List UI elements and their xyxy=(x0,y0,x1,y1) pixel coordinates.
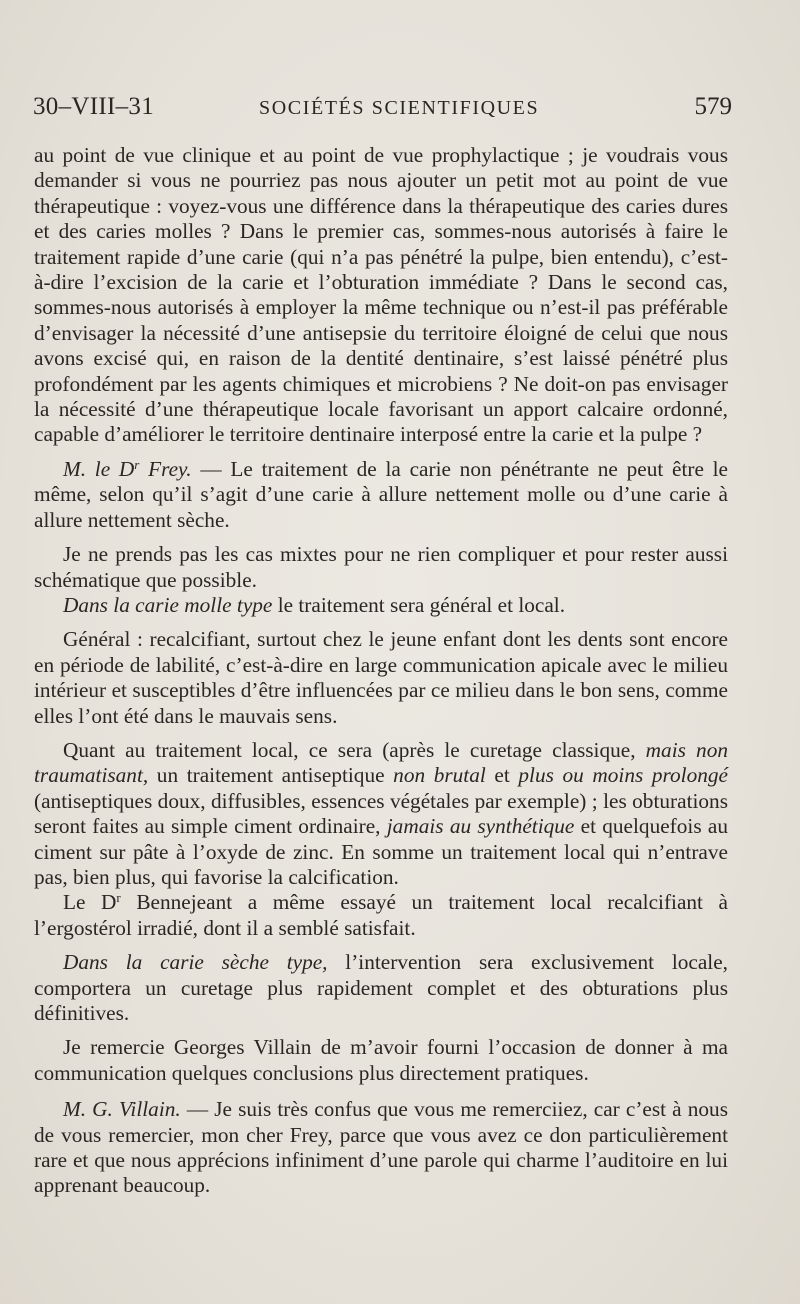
paragraph-question xyxy=(34,143,728,448)
page-number: 579 xyxy=(694,93,732,120)
header-date: 30–VIII–31 xyxy=(33,93,155,120)
text-run: le traitement sera général et local. xyxy=(272,592,566,617)
text-run: M. le D xyxy=(63,456,135,481)
running-header xyxy=(33,93,732,133)
text-run: Je remercie Georges Villain de m’avoir fourni l’occasion de donner à ma communication quelques conclusions plus directement pratiques. xyxy=(34,1035,728,1085)
text-run: et quelquefois au ciment sur pâte à l’oxyde de zinc. En somme un traitement local qui n’entrave pas, bien plus, qui favorise la calcification. xyxy=(34,814,728,889)
text-run: — Je suis très confus que vous me remerciiez, car c’est à nous de vous remercier, mon cher Frey, parce que vous avez ce don particulièrement rare et que nous apprécions infiniment d’une parole qui charme l’auditoire en lui apprenant beaucoup. xyxy=(34,1097,728,1198)
text-run: Le D xyxy=(63,890,117,915)
text-run: Dans la carie molle type xyxy=(63,592,273,617)
text-run: un traitement antiseptique xyxy=(148,763,394,788)
text-run: r xyxy=(116,890,121,906)
text-run: l’intervention sera exclusivement locale, comportera un curetage plus rapidement complet et des obturations plus définitives. xyxy=(34,950,728,1025)
paragraph-local-treatment xyxy=(34,738,728,890)
text-run: Bennejeant a même essayé un traitement local recalcifiant à l’ergostérol irradié, dont il a semblé satisfait. xyxy=(34,890,729,940)
text-run: — Le traitement de la carie non pénétrante ne peut être le même, selon qu’il s’agit d’une carie à allure nettement molle ou d’une carie à allure nettement sèche. xyxy=(34,456,728,532)
text-run: et xyxy=(485,763,519,788)
text-run: non brutal xyxy=(393,763,486,788)
header-section-title: SOCIÉTÉS SCIENTIFIQUES xyxy=(259,97,540,119)
text-run: r xyxy=(134,456,140,472)
text-run: Frey. xyxy=(139,456,192,481)
paragraph-villain-reply xyxy=(34,1097,728,1199)
paragraph-mixed-cases xyxy=(34,542,728,593)
paragraph-bennejeant xyxy=(34,890,728,941)
paragraph-dry-caries xyxy=(34,950,728,1026)
text-run: Je ne prends pas les cas mixtes pour ne rien compliquer et pour rester aussi schématique que possible. xyxy=(34,542,728,592)
paragraph-soft-caries xyxy=(34,593,728,618)
text-run: mais non traumatisant, xyxy=(34,737,728,788)
text-run: jamais au synthétique xyxy=(386,814,575,839)
text-run: Quant au traitement local, ce sera (après le curetage classique, xyxy=(63,737,646,762)
paragraph-frey-reply xyxy=(34,457,728,533)
text-run: au point de vue clinique et au point de vue prophylactique ; je voudrais vous demander si vous ne pourriez pas nous ajouter un petit mot au point de vue thérapeutique : voyez-vous une différence dans la thérapeutique des caries dures et des caries molles ? Dans le premier cas, sommes-nous autorisés à faire le traitement rapide d’une carie (qui n’a pas pénétré la pulpe, bien entendu), c’est-à-dire l’excision de la carie et l’obturation immédiate ? Dans le second cas, sommes-nous autorisés à employer la même technique ou n’est-il pas préférable d’envisager la nécessité d’une antisepsie du territoire éloigné de celui que nous avons excisé qui, en raison de la dentité dentinaire, s’est laissé pénétré plus profondément par les agents chimiques et microbiens ? Ne doit-on pas envisager la nécessité d’une thérapeutique locale favorisant un apport calcaire ordonné, capable d’améliorer le territoire dentinaire interposé entre la carie et la pulpe ? xyxy=(34,143,728,447)
paragraph-general-treatment xyxy=(34,627,728,729)
body-text xyxy=(34,143,728,1199)
text-run: Général : recalcifiant, surtout chez le jeune enfant dont les dents sont encore en période de labilité, c’est-à-dire en large communication apicale avec le milieu intérieur et susceptibles d’être influencées par ce milieu dans le bon sens, comme elles l’ont été dans le mauvais sens. xyxy=(34,627,728,728)
paragraph-thanks xyxy=(34,1035,728,1086)
text-run: (antiseptiques doux, diffusibles, essences végétales par exemple) ; les obturations seront faites au simple ciment ordinaire, xyxy=(34,788,728,839)
text-run: M. G. Villain. xyxy=(63,1097,181,1122)
text-run: plus ou moins prolongé xyxy=(518,763,728,788)
text-run: Dans la carie sèche type, xyxy=(63,950,328,975)
